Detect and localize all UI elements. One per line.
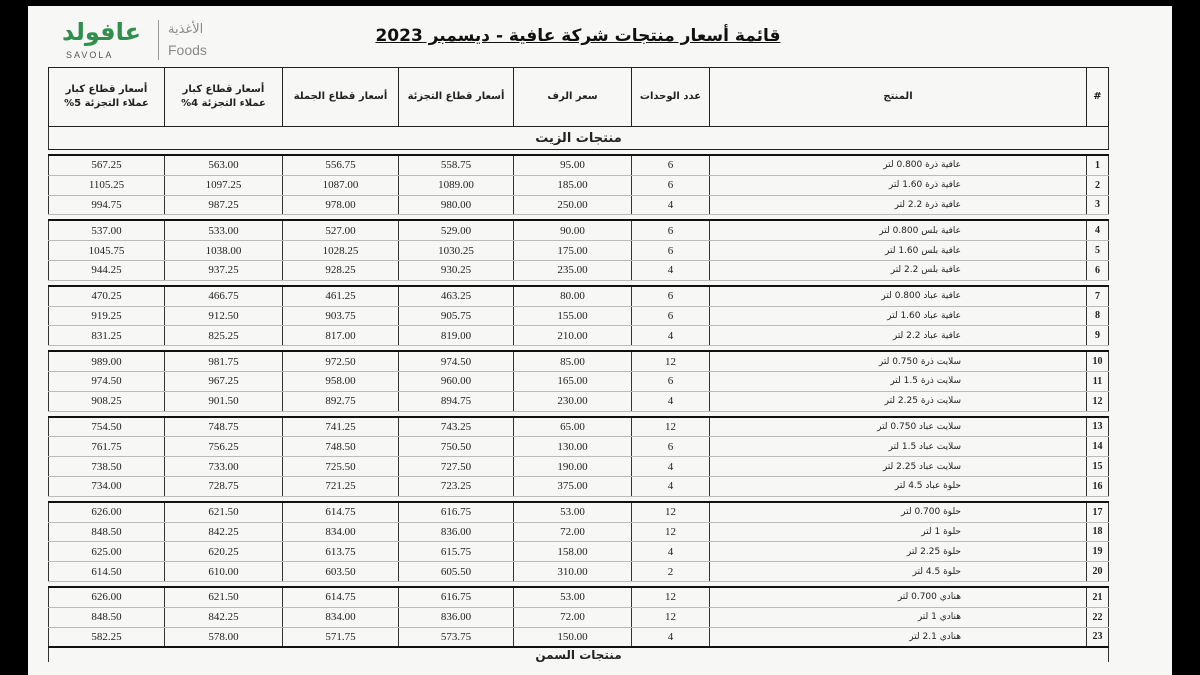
key-account-5-price: 908.25	[49, 391, 165, 411]
key-account-5-price: 470.25	[49, 286, 165, 306]
shelf-price: 90.00	[514, 220, 632, 240]
row-number: 9	[1087, 326, 1109, 346]
product-name: عافية عباد 2.2 لتر	[710, 326, 1087, 346]
key-account-4-price: 1097.25	[165, 175, 283, 195]
key-account-5-price: 848.50	[49, 522, 165, 542]
retail-price: 894.75	[399, 391, 514, 411]
unit-count: 4	[632, 195, 710, 215]
key-account-5-price: 919.25	[49, 306, 165, 326]
row-number: 5	[1087, 241, 1109, 261]
row-number: 10	[1087, 351, 1109, 371]
shelf-price: 72.00	[514, 607, 632, 627]
logo-english-sub: Foods	[168, 42, 207, 58]
row-number: 2	[1087, 175, 1109, 195]
row-number: 15	[1087, 457, 1109, 477]
wholesale-price: 972.50	[283, 351, 399, 371]
wholesale-price: 892.75	[283, 391, 399, 411]
key-account-4-price: 937.25	[165, 260, 283, 280]
savola-logo	[58, 14, 218, 66]
unit-count: 6	[632, 286, 710, 306]
key-account-5-price: 734.00	[49, 476, 165, 496]
wholesale-price: 834.00	[283, 607, 399, 627]
shelf-price: 175.00	[514, 241, 632, 261]
row-number: 21	[1087, 587, 1109, 607]
row-number: 4	[1087, 220, 1109, 240]
shelf-price: 165.00	[514, 371, 632, 391]
wholesale-price: 603.50	[283, 562, 399, 582]
shelf-price: 190.00	[514, 457, 632, 477]
key-account-4-price: 842.25	[165, 607, 283, 627]
shelf-price: 230.00	[514, 391, 632, 411]
key-account-5-price: 626.00	[49, 502, 165, 522]
key-account-4-price: 748.75	[165, 417, 283, 437]
col-header-units: عدد الوحدات	[632, 68, 710, 127]
unit-count: 6	[632, 175, 710, 195]
shelf-price: 53.00	[514, 587, 632, 607]
row-number: 8	[1087, 306, 1109, 326]
row-number: 3	[1087, 195, 1109, 215]
retail-price: 723.25	[399, 476, 514, 496]
table-row	[49, 476, 1109, 496]
retail-price: 974.50	[399, 351, 514, 371]
table-row	[49, 220, 1109, 240]
unit-count: 12	[632, 502, 710, 522]
wholesale-price: 978.00	[283, 195, 399, 215]
table-row	[49, 351, 1109, 371]
retail-price: 905.75	[399, 306, 514, 326]
col-header-shelf-price: سعر الرف	[514, 68, 632, 127]
shelf-price: 72.00	[514, 522, 632, 542]
row-number: 7	[1087, 286, 1109, 306]
key-account-4-price: 1038.00	[165, 241, 283, 261]
unit-count: 4	[632, 542, 710, 562]
wholesale-price: 527.00	[283, 220, 399, 240]
shelf-price: 310.00	[514, 562, 632, 582]
retail-price: 743.25	[399, 417, 514, 437]
row-number: 14	[1087, 437, 1109, 457]
key-account-5-price: 994.75	[49, 195, 165, 215]
table-row	[49, 371, 1109, 391]
key-account-4-price: 533.00	[165, 220, 283, 240]
section-row-oil	[49, 127, 1109, 150]
key-account-4-price: 466.75	[165, 286, 283, 306]
product-name: عافية ذرة 1.60 لتر	[710, 175, 1087, 195]
key-account-5-price: 761.75	[49, 437, 165, 457]
logo-arabic-sub: الأغذية	[168, 22, 204, 37]
retail-price: 615.75	[399, 542, 514, 562]
product-name: سلايت عباد 0.750 لتر	[710, 417, 1087, 437]
shelf-price: 185.00	[514, 175, 632, 195]
key-account-4-price: 981.75	[165, 351, 283, 371]
product-name: عافية عباد 1.60 لتر	[710, 306, 1087, 326]
shelf-price: 85.00	[514, 351, 632, 371]
product-name: عافية بلس 0.800 لتر	[710, 220, 1087, 240]
retail-price: 616.75	[399, 587, 514, 607]
row-number: 20	[1087, 562, 1109, 582]
wholesale-price: 614.75	[283, 587, 399, 607]
product-name: حلوة عباد 4.5 لتر	[710, 476, 1087, 496]
key-account-5-price: 944.25	[49, 260, 165, 280]
row-number: 1	[1087, 155, 1109, 175]
table-row	[49, 457, 1109, 477]
shelf-price: 210.00	[514, 326, 632, 346]
unit-count: 12	[632, 587, 710, 607]
product-name: حلوة 1 لتر	[710, 522, 1087, 542]
table-row	[49, 260, 1109, 280]
product-name: هنادي 0.700 لتر	[710, 587, 1087, 607]
wholesale-price: 556.75	[283, 155, 399, 175]
shelf-price: 155.00	[514, 306, 632, 326]
wholesale-price: 571.75	[283, 627, 399, 647]
table-row	[49, 155, 1109, 175]
wholesale-price: 817.00	[283, 326, 399, 346]
wholesale-price: 958.00	[283, 371, 399, 391]
key-account-5-price: 754.50	[49, 417, 165, 437]
wholesale-price: 903.75	[283, 306, 399, 326]
product-name: هنادي 2.1 لتر	[710, 627, 1087, 647]
wholesale-price: 928.25	[283, 260, 399, 280]
col-header-wholesale-price: أسعار قطاع الجملة	[283, 68, 399, 127]
table-row	[49, 562, 1109, 582]
shelf-price: 235.00	[514, 260, 632, 280]
table-row	[49, 627, 1109, 647]
key-account-5-price: 1045.75	[49, 241, 165, 261]
key-account-4-price: 825.25	[165, 326, 283, 346]
key-account-5-price: 1105.25	[49, 175, 165, 195]
unit-count: 6	[632, 155, 710, 175]
retail-price: 960.00	[399, 371, 514, 391]
retail-price: 558.75	[399, 155, 514, 175]
key-account-4-price: 620.25	[165, 542, 283, 562]
product-name: حلوة 0.700 لتر	[710, 502, 1087, 522]
product-name: سلايت ذرة 1.5 لتر	[710, 371, 1087, 391]
key-account-5-price: 848.50	[49, 607, 165, 627]
price-list-sheet	[28, 6, 1172, 675]
page-title: قائمة أسعار منتجات شركة عافية - ديسمبر 2023	[375, 26, 781, 46]
retail-price: 1089.00	[399, 175, 514, 195]
col-header-retail-price: أسعار قطاع التجزئة	[399, 68, 514, 127]
key-account-4-price: 610.00	[165, 562, 283, 582]
unit-count: 6	[632, 371, 710, 391]
shelf-price: 53.00	[514, 502, 632, 522]
col-header-product: المنتج	[710, 68, 1087, 127]
key-account-4-price: 621.50	[165, 587, 283, 607]
unit-count: 6	[632, 220, 710, 240]
key-account-4-price: 912.50	[165, 306, 283, 326]
key-account-5-price: 974.50	[49, 371, 165, 391]
retail-price: 980.00	[399, 195, 514, 215]
product-name: سلايت عباد 2.25 لتر	[710, 457, 1087, 477]
key-account-5-price: 738.50	[49, 457, 165, 477]
key-account-4-price: 987.25	[165, 195, 283, 215]
price-table	[48, 67, 1109, 662]
key-account-4-price: 733.00	[165, 457, 283, 477]
unit-count: 4	[632, 391, 710, 411]
col-header-number: #	[1087, 68, 1109, 127]
table-row	[49, 437, 1109, 457]
key-account-4-price: 967.25	[165, 371, 283, 391]
key-account-4-price: 621.50	[165, 502, 283, 522]
retail-price: 930.25	[399, 260, 514, 280]
retail-price: 836.00	[399, 522, 514, 542]
section-row-ghee	[49, 647, 1109, 662]
key-account-5-price: 625.00	[49, 542, 165, 562]
key-account-5-price: 537.00	[49, 220, 165, 240]
key-account-4-price: 901.50	[165, 391, 283, 411]
wholesale-price: 834.00	[283, 522, 399, 542]
logo-arabic-wordmark: عافولد	[62, 18, 142, 46]
key-account-5-price: 567.25	[49, 155, 165, 175]
unit-count: 4	[632, 476, 710, 496]
retail-price: 750.50	[399, 437, 514, 457]
unit-count: 12	[632, 417, 710, 437]
product-name: عافية ذرة 0.800 لتر	[710, 155, 1087, 175]
shelf-price: 150.00	[514, 627, 632, 647]
wholesale-price: 461.25	[283, 286, 399, 306]
product-name: هنادي 1 لتر	[710, 607, 1087, 627]
unit-count: 12	[632, 351, 710, 371]
wholesale-price: 741.25	[283, 417, 399, 437]
unit-count: 6	[632, 437, 710, 457]
product-name: عافية ذرة 2.2 لتر	[710, 195, 1087, 215]
wholesale-price: 1087.00	[283, 175, 399, 195]
section-title: منتجات الزيت	[49, 127, 1109, 150]
row-number: 22	[1087, 607, 1109, 627]
table-row	[49, 195, 1109, 215]
retail-price: 836.00	[399, 607, 514, 627]
table-row	[49, 587, 1109, 607]
key-account-5-price: 614.50	[49, 562, 165, 582]
retail-price: 605.50	[399, 562, 514, 582]
shelf-price: 375.00	[514, 476, 632, 496]
logo-latin-wordmark: SAVOLA	[66, 50, 114, 60]
row-number: 17	[1087, 502, 1109, 522]
unit-count: 4	[632, 326, 710, 346]
key-account-4-price: 842.25	[165, 522, 283, 542]
key-account-4-price: 578.00	[165, 627, 283, 647]
retail-price: 616.75	[399, 502, 514, 522]
key-account-4-price: 563.00	[165, 155, 283, 175]
key-account-4-price: 728.75	[165, 476, 283, 496]
unit-count: 12	[632, 607, 710, 627]
wholesale-price: 748.50	[283, 437, 399, 457]
row-number: 12	[1087, 391, 1109, 411]
shelf-price: 158.00	[514, 542, 632, 562]
wholesale-price: 725.50	[283, 457, 399, 477]
table-row	[49, 542, 1109, 562]
unit-count: 4	[632, 627, 710, 647]
row-number: 19	[1087, 542, 1109, 562]
wholesale-price: 1028.25	[283, 241, 399, 261]
wholesale-price: 613.75	[283, 542, 399, 562]
unit-count: 6	[632, 241, 710, 261]
table-row	[49, 502, 1109, 522]
product-name: عافية بلس 1.60 لتر	[710, 241, 1087, 261]
col-header-key-accounts-5: أسعار قطاع كبار عملاء التجزئة 5%	[49, 68, 165, 127]
key-account-5-price: 989.00	[49, 351, 165, 371]
shelf-price: 95.00	[514, 155, 632, 175]
product-name: حلوة 2.25 لتر	[710, 542, 1087, 562]
table-row	[49, 286, 1109, 306]
table-row	[49, 522, 1109, 542]
retail-price: 1030.25	[399, 241, 514, 261]
shelf-price: 80.00	[514, 286, 632, 306]
table-row	[49, 241, 1109, 261]
row-number: 23	[1087, 627, 1109, 647]
retail-price: 819.00	[399, 326, 514, 346]
retail-price: 573.75	[399, 627, 514, 647]
key-account-5-price: 831.25	[49, 326, 165, 346]
product-name: سلايت عباد 1.5 لتر	[710, 437, 1087, 457]
shelf-price: 65.00	[514, 417, 632, 437]
next-section-title: منتجات السمن	[49, 647, 1109, 662]
unit-count: 6	[632, 306, 710, 326]
table-row	[49, 175, 1109, 195]
header-row	[49, 68, 1109, 127]
key-account-5-price: 582.25	[49, 627, 165, 647]
product-name: حلوة 4.5 لتر	[710, 562, 1087, 582]
unit-count: 4	[632, 260, 710, 280]
table-row	[49, 607, 1109, 627]
table-row	[49, 391, 1109, 411]
row-number: 6	[1087, 260, 1109, 280]
unit-count: 4	[632, 457, 710, 477]
logo-divider	[158, 20, 159, 60]
product-name: سلايت ذرة 2.25 لتر	[710, 391, 1087, 411]
row-number: 16	[1087, 476, 1109, 496]
unit-count: 2	[632, 562, 710, 582]
unit-count: 12	[632, 522, 710, 542]
wholesale-price: 721.25	[283, 476, 399, 496]
key-account-5-price: 626.00	[49, 587, 165, 607]
shelf-price: 250.00	[514, 195, 632, 215]
col-header-key-accounts-4: أسعار قطاع كبار عملاء التجزئة 4%	[165, 68, 283, 127]
retail-price: 529.00	[399, 220, 514, 240]
retail-price: 463.25	[399, 286, 514, 306]
row-number: 13	[1087, 417, 1109, 437]
product-name: سلايت ذرة 0.750 لتر	[710, 351, 1087, 371]
table-row	[49, 306, 1109, 326]
row-number: 18	[1087, 522, 1109, 542]
row-number: 11	[1087, 371, 1109, 391]
table-row	[49, 417, 1109, 437]
shelf-price: 130.00	[514, 437, 632, 457]
product-name: عافية بلس 2.2 لتر	[710, 260, 1087, 280]
table-row	[49, 326, 1109, 346]
key-account-4-price: 756.25	[165, 437, 283, 457]
product-name: عافية عباد 0.800 لتر	[710, 286, 1087, 306]
wholesale-price: 614.75	[283, 502, 399, 522]
retail-price: 727.50	[399, 457, 514, 477]
